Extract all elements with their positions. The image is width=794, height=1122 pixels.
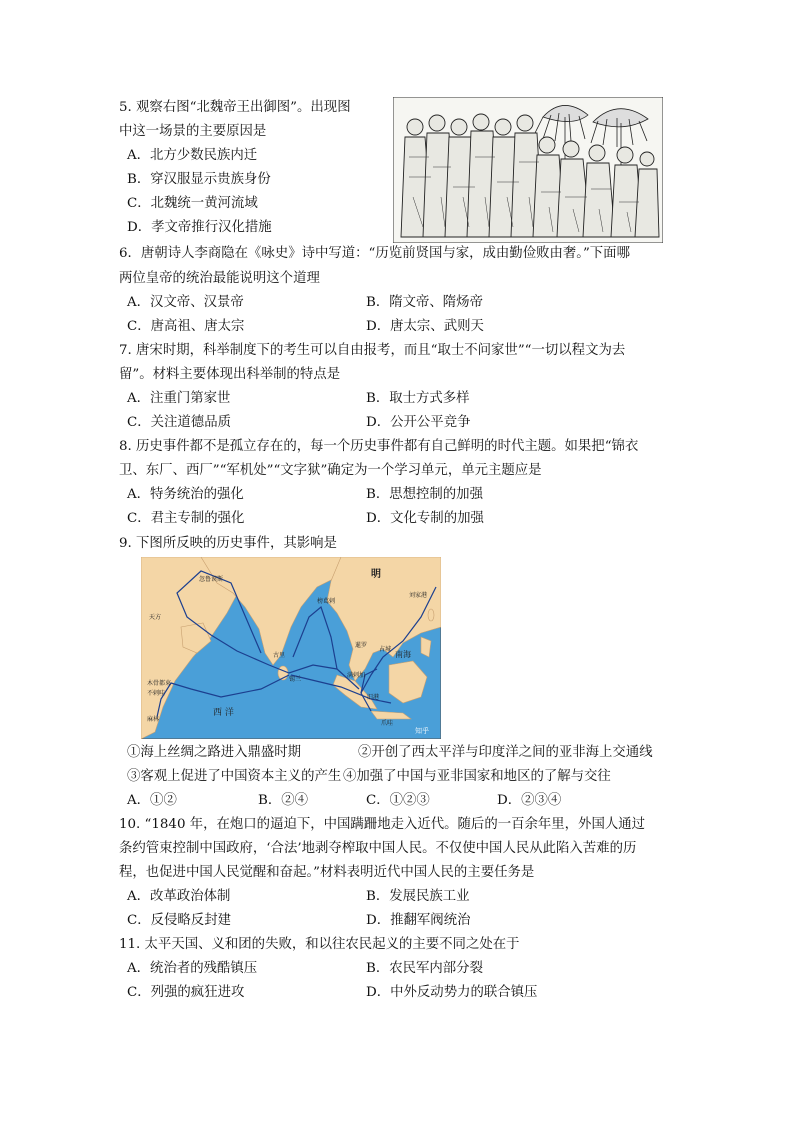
q5-option-b[interactable]: B．穿汉服显示贵族身份 bbox=[127, 172, 271, 187]
q8-stem-line-1: 8. 历史事件都不是孤立存在的，每一个历史事件都有自己鲜明的时代主题。如果把“锦衣 bbox=[119, 439, 639, 454]
map-label-jiugang: 旧港 bbox=[367, 694, 380, 701]
q5-option-d[interactable]: D．孝文帝推行汉化措施 bbox=[127, 220, 272, 235]
q7-option-a[interactable]: A．注重门第家世 bbox=[127, 391, 231, 406]
q9-item-1: ①海上丝绸之路进入鼎盛时期 bbox=[127, 745, 302, 760]
q7-option-d[interactable]: D．公开公平竞争 bbox=[366, 415, 471, 430]
q7-stem-line-1: 7. 唐宋时期，科举制度下的考生可以自由报考，而且“取士不问家世”“一切以程文为去 bbox=[119, 343, 626, 358]
procession-relief-image bbox=[393, 97, 663, 243]
map-label-manlajia: 满剌加 bbox=[347, 672, 366, 679]
q9-option-d[interactable]: D．②③④ bbox=[497, 793, 562, 808]
q8-option-c[interactable]: C．君主专制的强化 bbox=[127, 511, 245, 526]
q5-stem-line-2: 中这一场景的主要原因是 bbox=[119, 124, 267, 139]
q9-option-c[interactable]: C．①②③ bbox=[366, 793, 430, 808]
q8-stem-line-2: 卫、东厂、西厂”“军机处”“文字狱”确定为一个学习单元，单元主题应是 bbox=[119, 463, 542, 478]
map-label-nanhai: 南海 bbox=[395, 650, 411, 659]
q10-stem-line-3: 程，也促进中国人民觉醒和奋起。”材料表明近代中国人民的主要任务是 bbox=[119, 865, 535, 880]
map-label-zhancheng: 占城 bbox=[379, 646, 392, 653]
q8-option-b[interactable]: B．思想控制的加强 bbox=[366, 487, 483, 502]
q9-stem-line-1: 9. 下图所反映的历史事件，其影响是 bbox=[119, 536, 337, 551]
map-label-xiyang: 西 洋 bbox=[213, 708, 234, 718]
map-label-zhaowa: 爪哇 bbox=[381, 720, 394, 727]
q10-option-a[interactable]: A．改革政治体制 bbox=[127, 889, 231, 904]
q11-option-a[interactable]: A．统治者的残酷镇压 bbox=[127, 961, 258, 976]
q7-option-b[interactable]: B．取士方式多样 bbox=[366, 391, 470, 406]
q9-item-2: ②开创了西太平洋与印度洋之间的亚非海上交通线 bbox=[358, 745, 653, 760]
q7-option-c[interactable]: C．关注道德品质 bbox=[127, 415, 231, 430]
q8-option-d[interactable]: D．文化专制的加强 bbox=[366, 511, 484, 526]
q5-option-c[interactable]: C．北魏统一黄河流域 bbox=[127, 196, 258, 211]
q9-item-4: ④加强了中国与亚非国家和地区的了解与交往 bbox=[343, 769, 611, 784]
q6-option-a[interactable]: A．汉文帝、汉景帝 bbox=[127, 295, 244, 310]
q11-option-c[interactable]: C．列强的疯狂进攻 bbox=[127, 985, 245, 1000]
q6-stem-line-1: 6．唐朝诗人李商隐在《咏史》诗中写道：“历览前贤国与家，成由勤俭败由奢。”下面哪 bbox=[119, 246, 630, 261]
map-watermark: 知乎 bbox=[415, 727, 429, 735]
q7-stem-line-2: 留”。材料主要体现出科举制的特点是 bbox=[119, 367, 341, 382]
map-label-malindi: 麻林 bbox=[147, 716, 160, 723]
map-label-xilan: 锡兰 bbox=[289, 676, 302, 683]
map-label-tianfang: 天方 bbox=[149, 614, 162, 621]
q10-option-b[interactable]: B．发展民族工业 bbox=[366, 889, 470, 904]
q10-option-c[interactable]: C．反侵略反封建 bbox=[127, 913, 231, 928]
q11-option-b[interactable]: B．农民军内部分裂 bbox=[366, 961, 483, 976]
q6-option-b[interactable]: B．隋文帝、隋炀帝 bbox=[366, 295, 483, 310]
q8-option-a[interactable]: A．特务统治的强化 bbox=[127, 487, 244, 502]
q10-stem-line-1: 10. “1840 年，在炮口的逼迫下，中国蹒跚地走入近代。随后的一百余年里，外国人通过 bbox=[119, 817, 646, 832]
map-label-guli: 古里 bbox=[273, 652, 286, 659]
q9-option-b[interactable]: B．②④ bbox=[258, 793, 309, 808]
q10-option-d[interactable]: D．推翻军阀统治 bbox=[366, 913, 471, 928]
zheng-he-voyage-map bbox=[141, 557, 441, 739]
q5-option-a[interactable]: A．北方少数民族内迁 bbox=[127, 148, 258, 163]
q6-option-d[interactable]: D．唐太宗、武则天 bbox=[366, 319, 484, 334]
q10-stem-line-2: 条约管束控制中国政府，‘合法’地剥夺榨取中国人民。不仅使中国人民从此陷入苦难的历 bbox=[119, 841, 637, 856]
q11-option-d[interactable]: D．中外反动势力的联合镇压 bbox=[366, 985, 538, 1000]
q5-stem-line-1: 5. 观察右图“北魏帝王出御图”。出现图 bbox=[119, 100, 351, 115]
q9-option-a[interactable]: A．①② bbox=[127, 793, 177, 808]
map-label-mogadishu: 木骨都束 bbox=[147, 680, 172, 687]
q11-stem-line-1: 11. 太平天国、义和团的失败，和以往农民起义的主要不同之处在于 bbox=[119, 937, 520, 952]
q6-option-c[interactable]: C．唐高祖、唐太宗 bbox=[127, 319, 245, 334]
map-label-bangela: 榜葛剌 bbox=[317, 598, 336, 605]
q6-stem-line-2: 两位皇帝的统治最能说明这个道理 bbox=[119, 271, 320, 286]
q9-item-3: ③客观上促进了中国资本主义的产生 bbox=[127, 769, 342, 784]
map-label-ming: 明 bbox=[371, 569, 381, 580]
map-label-hormuz: 忽鲁谟斯 bbox=[199, 576, 224, 583]
map-label-xianluo: 暹罗 bbox=[355, 642, 368, 649]
map-label-bulawa: 不剌哇 bbox=[147, 690, 166, 697]
map-label-taicang: 刘家港 bbox=[409, 592, 428, 599]
